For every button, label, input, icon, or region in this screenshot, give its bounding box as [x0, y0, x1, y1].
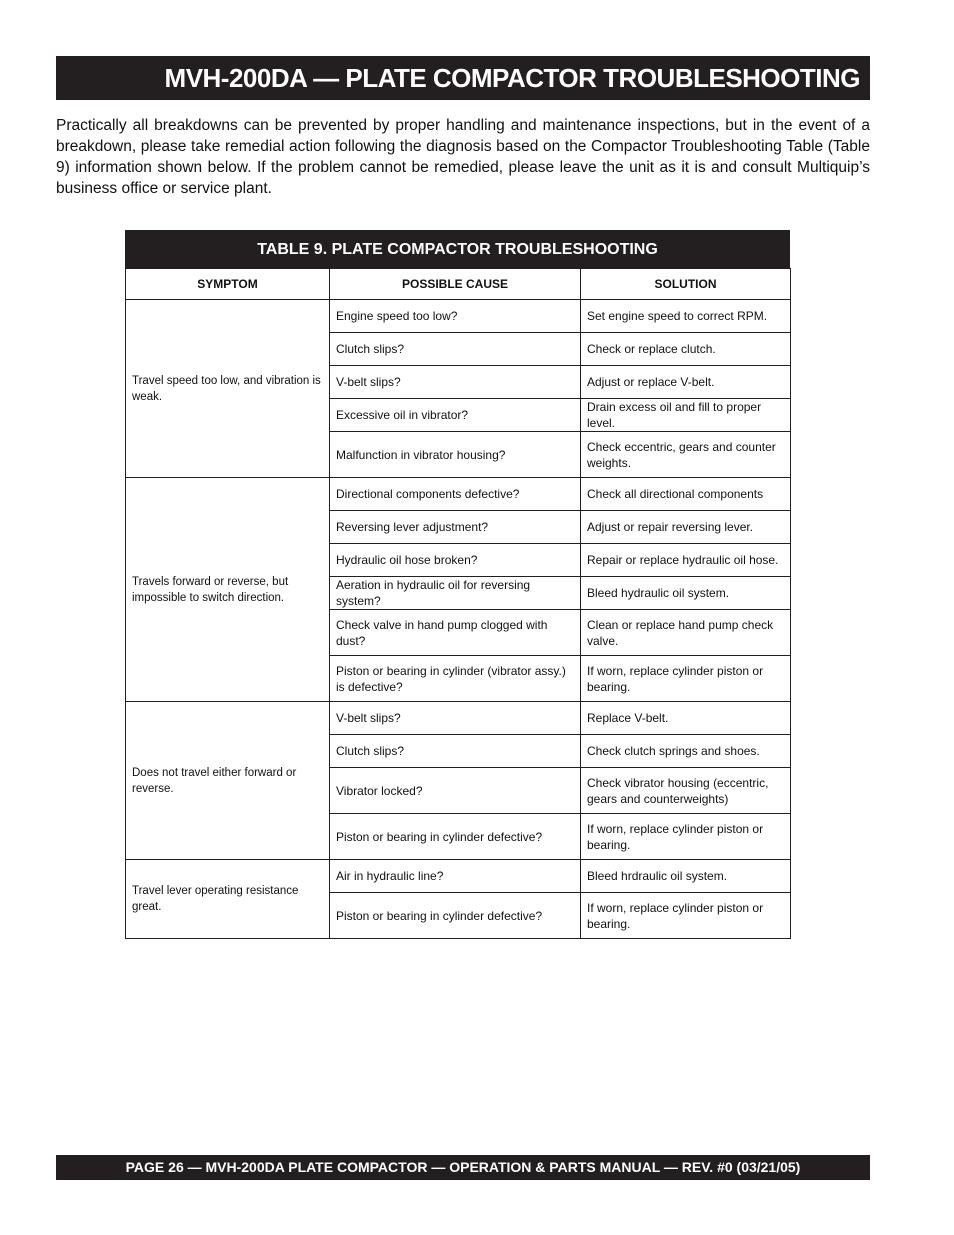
header-symptom: SYMPTOM [126, 269, 330, 300]
solution-cell: Bleed hydraulic oil system. [581, 577, 791, 610]
cause-cell: Excessive oil in vibrator? [330, 399, 581, 432]
cause-cell: Hydraulic oil hose broken? [330, 544, 581, 577]
solution-cell: Check vibrator housing (eccentric, gears and counterweights) [581, 768, 791, 814]
solution-cell: Bleed hrdraulic oil system. [581, 860, 791, 893]
cause-cell: Check valve in hand pump clogged with dust? [330, 610, 581, 656]
cause-cell: Aeration in hydraulic oil for reversing system? [330, 577, 581, 610]
cause-cell: Vibrator locked? [330, 768, 581, 814]
solution-cell: If worn, replace cylinder piston or bearing. [581, 893, 791, 939]
page-footer: PAGE 26 — MVH-200DA PLATE COMPACTOR — OPERATION & PARTS MANUAL — REV. #0 (03/21/05) [56, 1155, 870, 1180]
cause-cell: Reversing lever adjustment? [330, 511, 581, 544]
symptom-cell: Does not travel either forward or reverse. [126, 702, 330, 860]
cause-cell: Malfunction in vibrator housing? [330, 432, 581, 478]
solution-cell: Drain excess oil and fill to proper level. [581, 399, 791, 432]
table-grid [125, 268, 791, 939]
page-title: MVH-200DA — PLATE COMPACTOR TROUBLESHOOTING [56, 56, 870, 100]
intro-paragraph: Practically all breakdowns can be prevented by proper handling and maintenance inspections, but in the event of a breakdown, please take remedial action following the diagnosis based on the Compactor Troubleshooting Table (Table 9) information shown below. If the problem cannot be remedied, please leave the unit as it is and consult Multiquip’s business office or service plant. [56, 117, 870, 197]
solution-cell: Replace V-belt. [581, 702, 791, 735]
solution-cell: Repair or replace hydraulic oil hose. [581, 544, 791, 577]
table-header-row [126, 269, 791, 300]
cause-cell: V-belt slips? [330, 702, 581, 735]
solution-cell: Check clutch springs and shoes. [581, 735, 791, 768]
cause-cell: Clutch slips? [330, 333, 581, 366]
symptom-cell: Travel lever operating resistance great. [126, 860, 330, 939]
solution-cell: Adjust or replace V-belt. [581, 366, 791, 399]
header-solution: SOLUTION [581, 269, 791, 300]
cause-cell: V-belt slips? [330, 366, 581, 399]
symptom-cell: Travels forward or reverse, but impossible to switch direction. [126, 478, 330, 702]
cause-cell: Clutch slips? [330, 735, 581, 768]
solution-cell: Check eccentric, gears and counter weights. [581, 432, 791, 478]
solution-cell: Clean or replace hand pump check valve. [581, 610, 791, 656]
cause-cell: Piston or bearing in cylinder defective? [330, 814, 581, 860]
solution-cell: Adjust or repair reversing lever. [581, 511, 791, 544]
cause-cell: Air in hydraulic line? [330, 860, 581, 893]
header-possible-cause: POSSIBLE CAUSE [330, 269, 581, 300]
table-row [126, 702, 791, 735]
solution-cell: If worn, replace cylinder piston or bearing. [581, 814, 791, 860]
troubleshooting-table [125, 230, 790, 939]
table-caption: TABLE 9. PLATE COMPACTOR TROUBLESHOOTING [125, 230, 790, 268]
solution-cell: Check all directional components [581, 478, 791, 511]
cause-cell: Piston or bearing in cylinder (vibrator assy.) is defective? [330, 656, 581, 702]
table-row [126, 478, 791, 511]
cause-cell: Piston or bearing in cylinder defective? [330, 893, 581, 939]
solution-cell: Set engine speed to correct RPM. [581, 300, 791, 333]
table-row [126, 300, 791, 333]
cause-cell: Directional components defective? [330, 478, 581, 511]
solution-cell: Check or replace clutch. [581, 333, 791, 366]
cause-cell: Engine speed too low? [330, 300, 581, 333]
solution-cell: If worn, replace cylinder piston or bearing. [581, 656, 791, 702]
symptom-cell: Travel speed too low, and vibration is weak. [126, 300, 330, 478]
table-row [126, 860, 791, 893]
